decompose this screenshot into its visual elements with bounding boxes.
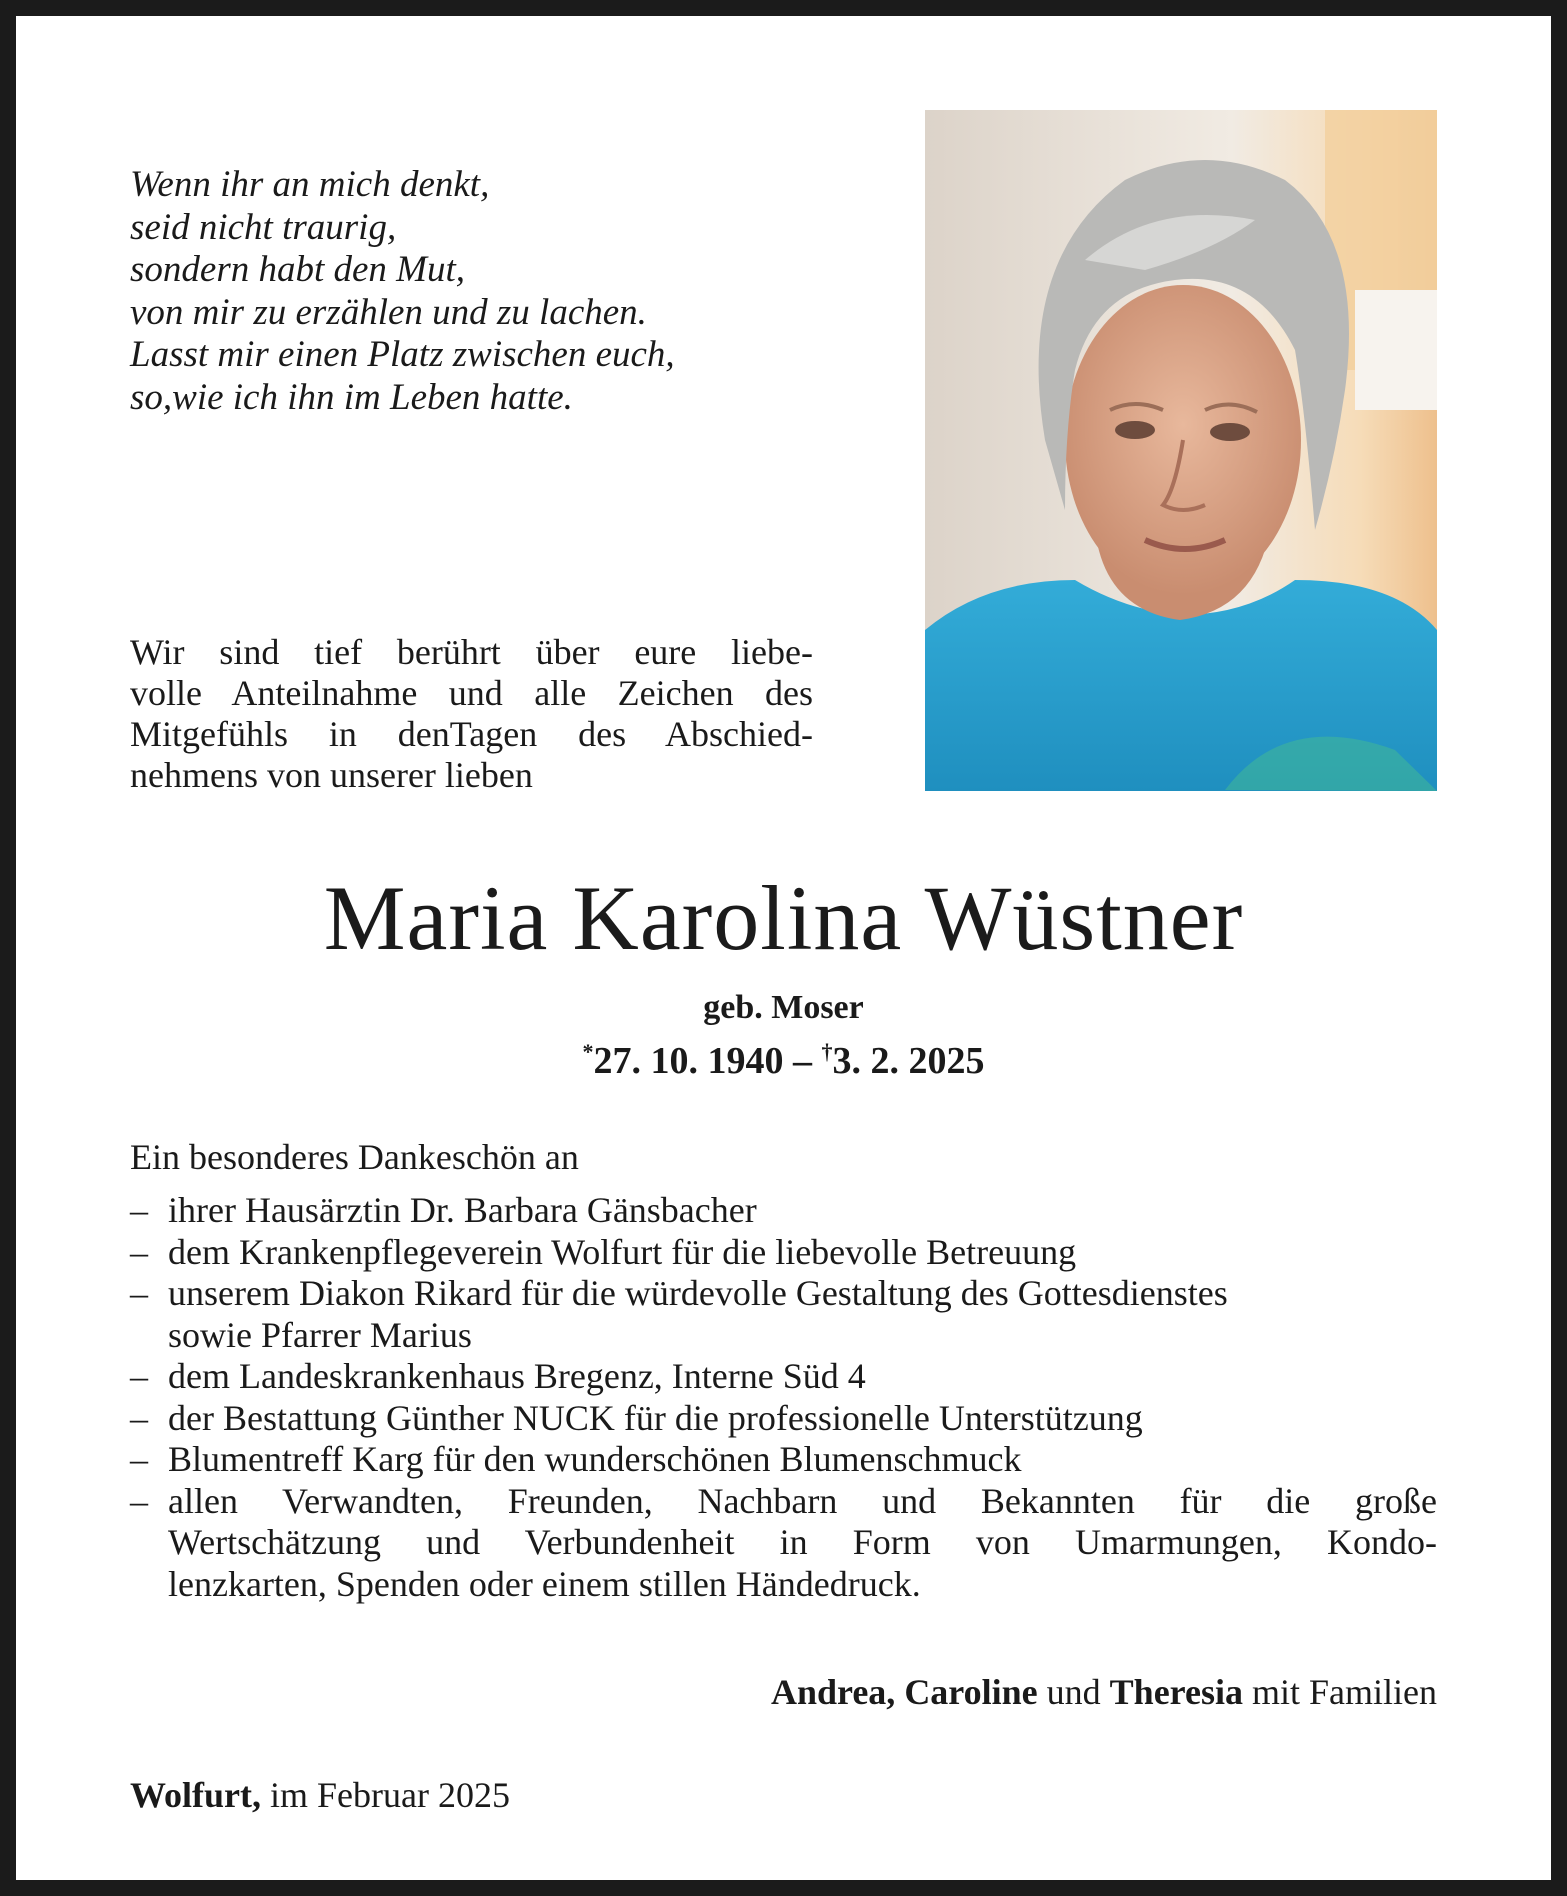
condolence-line: Mitgefühls in denTagen des Abschied-: [130, 714, 813, 754]
death-symbol: †: [821, 1039, 833, 1064]
poem-line: so,wie ich ihn im Leben hatte.: [130, 376, 573, 418]
list-item-line: dem Landeskrankenhaus Bregenz, Interne Süd 4: [168, 1356, 866, 1396]
list-item-line: sowie Pfarrer Marius: [168, 1314, 472, 1355]
list-item-line: Wertschätzung und Verbundenheit in Form von Umarmungen, Kondo-: [168, 1522, 1437, 1562]
condolence-line: volle Anteilnahme und alle Zeichen des: [130, 673, 813, 713]
poem-line: von mir zu erzählen und zu lachen.: [130, 291, 647, 333]
signatory-3: Theresia: [1109, 1672, 1243, 1712]
condolence-line: nehmens von unserer lieben: [130, 755, 533, 795]
list-item-line: der Bestattung Günther NUCK für die professionelle Unterstützung: [168, 1397, 1143, 1438]
dash-bullet: –: [130, 1397, 148, 1438]
list-item-line: ihrer Hausärztin Dr. Barbara Gänsbacher: [168, 1190, 757, 1230]
poem-line: seid nicht traurig,: [130, 206, 397, 248]
poem-line: Lasst mir einen Platz zwischen euch,: [130, 334, 675, 375]
place-month: im Februar 2025: [270, 1775, 510, 1815]
condolence-text: [130, 632, 813, 796]
list-item-line: allen Verwandten, Freunden, Nachbarn und Bekannten für die große: [168, 1480, 1437, 1521]
place-date: [130, 1773, 510, 1817]
place-city: Wolfurt,: [130, 1775, 261, 1815]
birth-symbol: *: [582, 1039, 594, 1064]
dash-bullet: –: [130, 1439, 148, 1479]
list-item: [130, 1481, 1437, 1606]
birth-date: 27. 10. 1940: [593, 1040, 784, 1082]
thanks-heading: Ein besonderes Dankeschön an: [130, 1137, 579, 1177]
list-item: [130, 1232, 1437, 1274]
deceased-name: Maria Karolina Wüstner: [323, 867, 1244, 969]
list-item-line: lenzkarten, Spenden oder einem stillen Händedruck.: [168, 1563, 921, 1604]
signatory-2: Caroline: [904, 1672, 1038, 1712]
list-item: [130, 1356, 1437, 1398]
maiden-name: geb. Moser: [703, 989, 864, 1026]
life-dates: [0, 1030, 1567, 1083]
thanks-list: [130, 1190, 1437, 1605]
list-item: [130, 1398, 1437, 1440]
list-item: [130, 1439, 1437, 1481]
signatory-1: Andrea,: [770, 1672, 896, 1712]
poem-line: sondern habt den Mut,: [130, 249, 466, 290]
signature-conjunction: und: [1046, 1672, 1101, 1712]
poem-line: Wenn ihr an mich denkt,: [130, 164, 490, 205]
dash-bullet: –: [130, 1231, 148, 1272]
poem: [130, 164, 675, 419]
death-date: 3. 2. 2025: [832, 1040, 985, 1082]
portrait-icon: [925, 110, 1437, 791]
signature: [771, 1670, 1437, 1714]
list-item: [130, 1273, 1437, 1356]
dash-bullet: –: [130, 1480, 148, 1521]
list-item-line: Blumentreff Karg für den wunderschönen Blumenschmuck: [168, 1439, 1022, 1479]
dash-bullet: –: [130, 1356, 148, 1396]
date-separator: –: [783, 1040, 822, 1082]
list-item: [130, 1190, 1437, 1232]
dash-bullet: –: [130, 1273, 148, 1313]
portrait-photo: [925, 110, 1437, 791]
list-item-line: unserem Diakon Rikard für die würdevolle Gestaltung des Gottesdienstes: [168, 1273, 1228, 1313]
list-item-line: dem Krankenpflegeverein Wolfurt für die liebevolle Betreuung: [168, 1231, 1077, 1272]
condolence-line: Wir sind tief berührt über eure liebe-: [130, 632, 813, 672]
dash-bullet: –: [130, 1190, 148, 1230]
signature-suffix: mit Familien: [1252, 1672, 1437, 1712]
